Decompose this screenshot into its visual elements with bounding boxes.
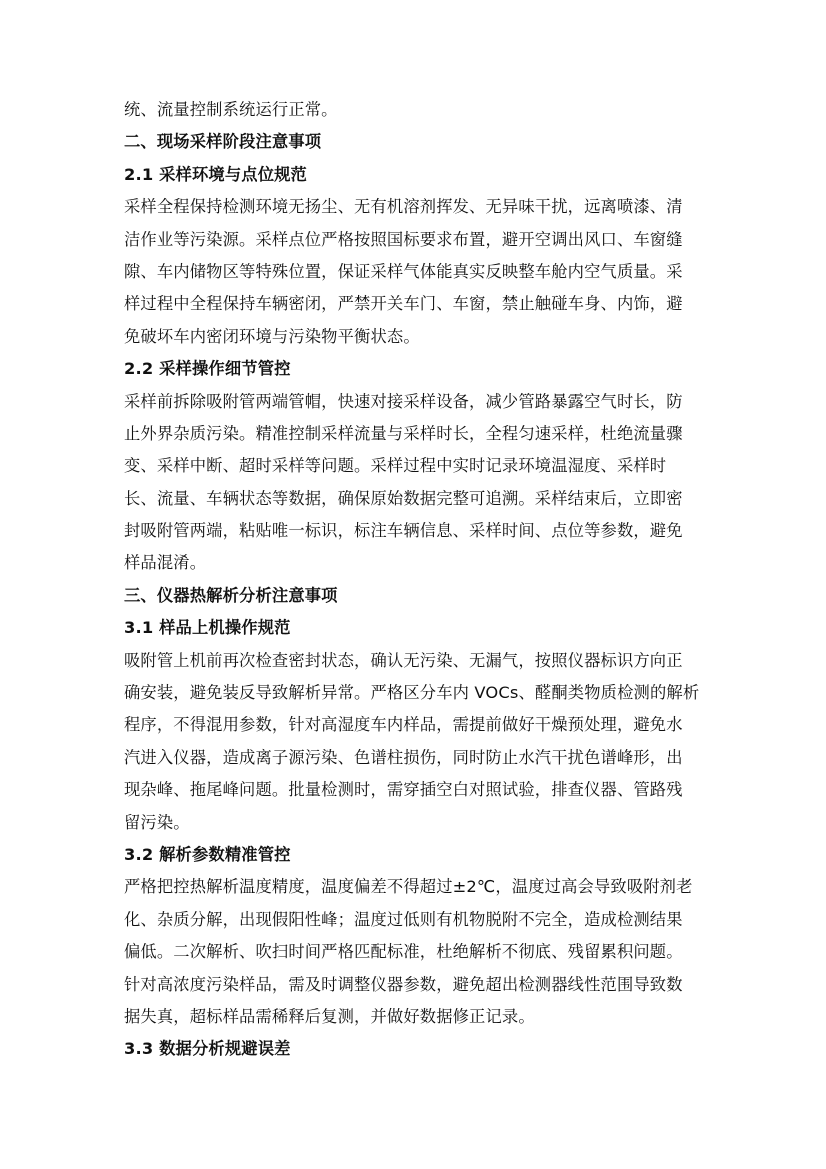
body-text-line: 吸附管上机前再次检查密封状态，确认无污染、无漏气，按照仪器标识方向正 [124, 650, 683, 670]
body-text-line: 确安装，避免装反导致解析异常。严格区分车内 VOCs、醛酮类物质检测的解析 [124, 683, 700, 703]
section-heading: 二、现场采样阶段注意事项 [124, 132, 322, 152]
subsection-heading: 2.1 采样环境与点位规范 [124, 164, 307, 184]
body-text-line: 化、杂质分解，出现假阳性峰；温度过低则有机物脱附不完全，造成检测结果 [124, 909, 683, 929]
subsection-heading: 3.3 数据分析规避误差 [124, 1039, 291, 1059]
body-text-line: 统、流量控制系统运行正常。 [124, 100, 338, 119]
body-text-line: 样品混淆。 [124, 553, 207, 573]
document-page [124, 94, 699, 1066]
body-text-line: 严格把控热解析温度精度，温度偏差不得超过±2℃，温度过高会导致吸附剂老 [124, 877, 693, 897]
subsection-heading: 3.1 样品上机操作规范 [124, 618, 291, 638]
body-text-line: 汽进入仪器，造成离子源污染、色谱柱损伤，同时防止水汽干扰色谱峰形，出 [124, 747, 683, 767]
body-text-line: 采样前拆除吸附管两端管帽，快速对接采样设备，减少管路暴露空气时长，防 [124, 391, 683, 411]
body-text-line: 封吸附管两端，粘贴唯一标识，标注车辆信息、采样时间、点位等参数，避免 [124, 521, 683, 541]
body-text-line: 隙、车内储物区等特殊位置，保证采样气体能真实反映整车舱内空气质量。采 [124, 261, 683, 281]
body-text-line: 留污染。 [124, 812, 190, 832]
subsection-heading: 3.2 解析参数精准管控 [124, 844, 291, 864]
section-heading: 三、仪器热解析分析注意事项 [124, 585, 338, 605]
body-text-line: 长、流量、车辆状态等数据，确保原始数据完整可追溯。采样结束后，立即密 [124, 488, 683, 508]
body-text-line: 免破坏车内密闭环境与污染物平衡状态。 [124, 326, 420, 346]
body-text-line: 偏低。二次解析、吹扫时间严格匹配标准，杜绝解析不彻底、残留累积问题。 [124, 942, 683, 962]
body-text-line: 采样全程保持检测环境无扬尘、无有机溶剂挥发、无异味干扰，远离喷漆、清 [124, 197, 683, 217]
body-text-line: 程序，不得混用参数，针对高湿度车内样品，需提前做好干燥预处理，避免水 [124, 715, 683, 735]
body-text-line: 止外界杂质污染。精准控制采样流量与采样时长，全程匀速采样，杜绝流量骤 [124, 423, 683, 443]
subsection-heading: 2.2 采样操作细节管控 [124, 359, 291, 379]
body-text-line: 洁作业等污染源。采样点位严格按照国标要求布置，避开空调出风口、车窗缝 [124, 229, 683, 249]
body-text-line: 据失真，超标样品需稀释后复测，并做好数据修正记录。 [124, 1006, 535, 1026]
body-text-line: 变、采样中断、超时采样等问题。采样过程中实时记录环境温湿度、采样时 [124, 456, 667, 476]
body-text-line: 样过程中全程保持车辆密闭，严禁开关车门、车窗，禁止触碰车身、内饰，避 [124, 294, 683, 314]
body-text-line: 现杂峰、拖尾峰问题。批量检测时，需穿插空白对照试验，排查仪器、管路残 [124, 780, 683, 800]
body-text-line: 针对高浓度污染样品，需及时调整仪器参数，避免超出检测器线性范围导致数 [124, 974, 683, 994]
